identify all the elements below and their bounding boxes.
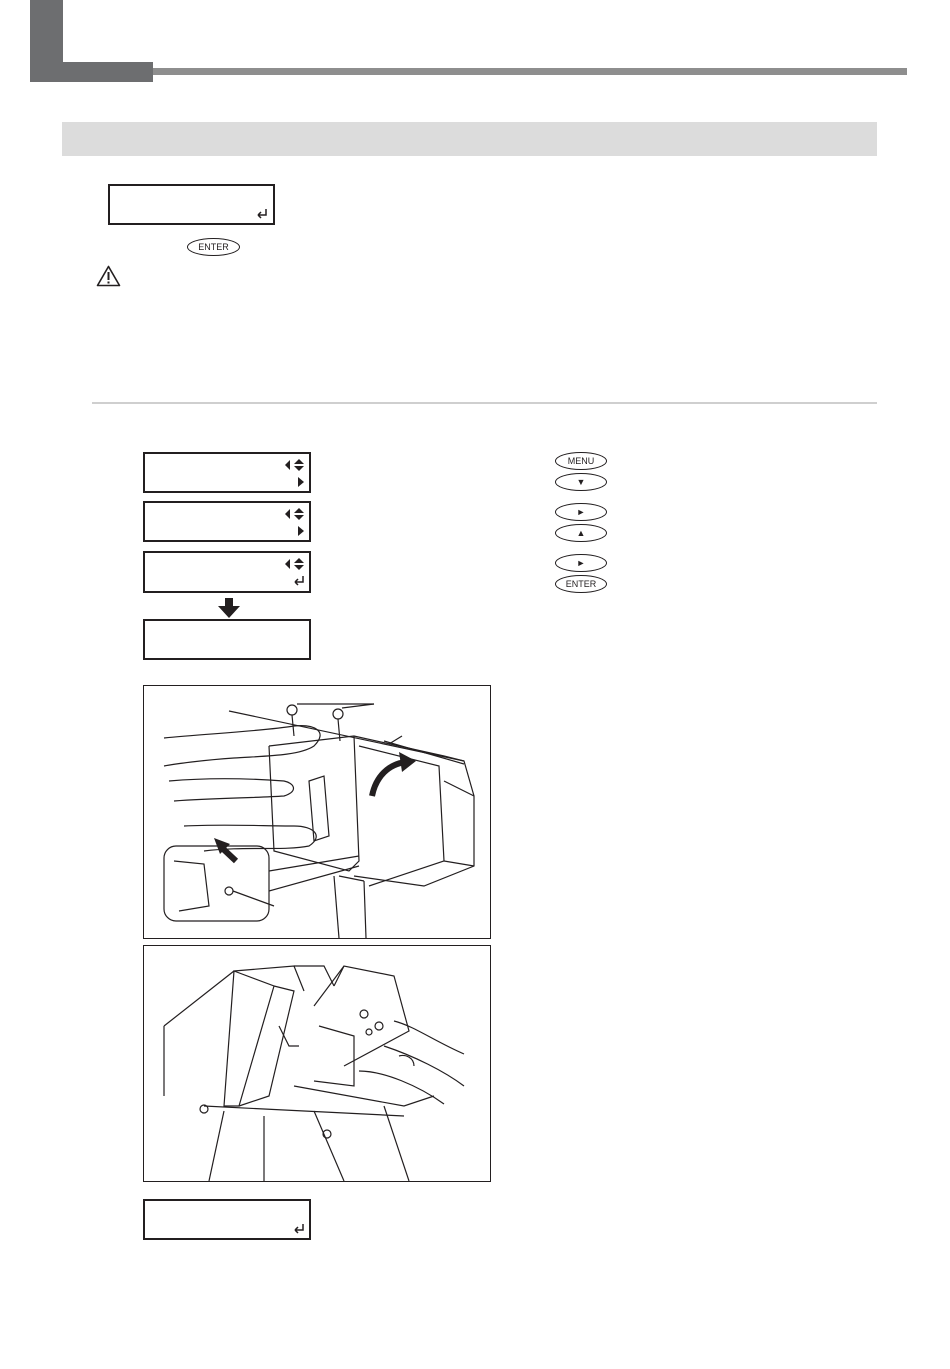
enter-arrow-icon xyxy=(293,1223,305,1235)
lcd-display-top xyxy=(108,184,275,225)
enter-key[interactable]: ENTER xyxy=(187,238,240,256)
right-key-2[interactable]: ► xyxy=(555,554,607,572)
right-arrow-icon xyxy=(297,476,305,488)
warning-icon xyxy=(96,265,121,287)
header-rule xyxy=(153,68,907,75)
lcd-display-bottom xyxy=(143,1199,311,1240)
illustration-remove-cover xyxy=(144,686,490,938)
cursor-arrows-icon xyxy=(284,458,306,472)
menu-key[interactable]: MENU xyxy=(555,452,607,470)
lcd-display-step-3 xyxy=(143,551,311,593)
right-arrow-icon xyxy=(297,525,305,537)
lcd-display-step-1 xyxy=(143,452,311,493)
figure-lift-cover xyxy=(143,945,491,1182)
illustration-lift-cover xyxy=(144,946,490,1181)
chapter-tab-notch xyxy=(63,0,153,62)
up-key[interactable]: ▲ xyxy=(555,524,607,542)
section-divider xyxy=(92,402,877,404)
figure-remove-cover xyxy=(143,685,491,939)
section-title-bar xyxy=(62,122,877,156)
right-key[interactable]: ► xyxy=(555,503,607,521)
step-down-arrow-icon xyxy=(216,597,242,619)
enter-key-2[interactable]: ENTER xyxy=(555,575,607,593)
cursor-arrows-icon xyxy=(284,507,306,521)
enter-arrow-icon xyxy=(256,208,268,220)
lcd-display-step-4 xyxy=(143,619,311,660)
cursor-arrows-icon xyxy=(284,557,306,571)
lcd-display-step-2 xyxy=(143,501,311,542)
enter-arrow-icon xyxy=(293,575,305,587)
down-key[interactable]: ▼ xyxy=(555,473,607,491)
